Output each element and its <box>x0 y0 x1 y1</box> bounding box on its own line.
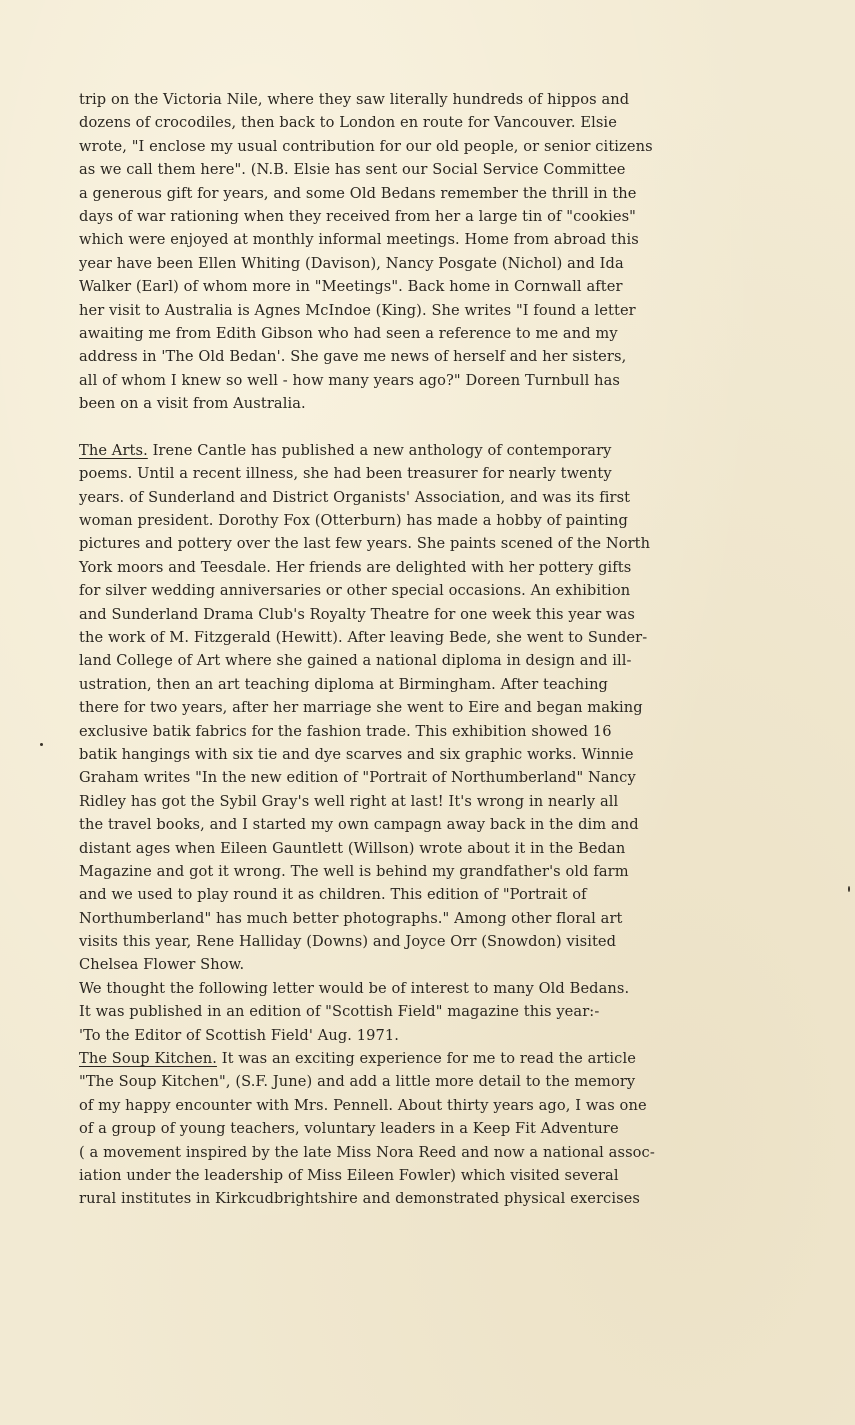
text-line: rural institutes in Kirkcudbrightshire and demonstrated physical exercises <box>79 1190 640 1208</box>
text-line: Ridley has got the Sybil Gray's well right at last! It's wrong in nearly all <box>79 792 619 810</box>
text-line: dozens of crocodiles, then back to London en route for Vancouver. Elsie <box>79 114 617 132</box>
text-line: and Sunderland Drama Club's Royalty Theatre for one week this year was <box>79 605 636 623</box>
text-line: and we used to play round it as children. This edition of "Portrait of <box>79 886 587 904</box>
stray-mark <box>848 886 850 892</box>
text-line: her visit to Australia is Agnes McIndoe (King). She writes "I found a letter <box>79 301 636 319</box>
text-line: distant ages when Eileen Gauntlett (Willson) wrote about it in the Bedan <box>79 839 626 857</box>
text-line: iation under the leadership of Miss Eileen Fowler) which visited several <box>79 1166 619 1184</box>
text-line: Walker (Earl) of whom more in "Meetings". Back home in Cornwall after <box>79 278 623 296</box>
text-line: exclusive batik fabrics for the fashion trade. This exhibition showed 16 <box>79 722 612 740</box>
paragraph-soup-kitchen <box>79 1047 779 1211</box>
text-line: of a group of young teachers, voluntary leaders in a Keep Fit Adventure <box>79 1120 619 1138</box>
text-line: land College of Art where she gained a national diploma in design and ill- <box>79 652 632 670</box>
text-line: woman president. Dorothy Fox (Otterburn) has made a hobby of painting <box>79 512 628 530</box>
text-line: 'To the Editor of Scottish Field' Aug. 1971. <box>79 1026 400 1044</box>
text-line: year have been Ellen Whiting (Davison), Nancy Posgate (Nichol) and Ida <box>79 254 624 272</box>
text-line: Northumberland" has much better photographs." Among other floral art <box>79 909 623 927</box>
text-line: for silver wedding anniversaries or other special occasions. An exhibition <box>79 582 631 600</box>
text-line: been on a visit from Australia. <box>79 395 306 413</box>
text-line: a generous gift for years, and some Old Bedans remember the thrill in the <box>79 184 637 202</box>
text-line: address in 'The Old Bedan'. She gave me news of herself and her sisters, <box>79 348 627 366</box>
text-line: We thought the following letter would be of interest to many Old Bedans. <box>79 979 630 997</box>
text-line: as we call them here". (N.B. Elsie has sent our Social Service Committee <box>79 161 626 179</box>
text-line: "The Soup Kitchen", (S.F. June) and add a little more detail to the memory <box>79 1073 636 1091</box>
section-heading-the-arts: The Arts. <box>79 441 148 459</box>
text-line: the work of M. Fitzgerald (Hewitt). After leaving Bede, she went to Sunder- <box>79 628 648 646</box>
text-line: York moors and Teesdale. Her friends are delighted with her pottery gifts <box>79 558 632 576</box>
paragraph-travel-news <box>79 88 779 415</box>
text-line: visits this year, Rene Halliday (Downs) and Joyce Orr (Snowdon) visited <box>79 933 617 951</box>
paragraph-the-arts <box>79 439 779 1047</box>
text-line: which were enjoyed at monthly informal meetings. Home from abroad this <box>79 231 639 249</box>
text-line: ( a movement inspired by the late Miss Nora Reed and now a national assoc- <box>79 1143 655 1161</box>
text-line <box>79 1047 779 1070</box>
text-line: batik hangings with six tie and dye scarves and six graphic works. Winnie <box>79 745 634 763</box>
text-line: trip on the Victoria Nile, where they saw literally hundreds of hippos and <box>79 91 630 108</box>
body-text <box>79 88 779 1211</box>
text-line: awaiting me from Edith Gibson who had seen a reference to me and my <box>79 324 618 342</box>
section-heading-soup-kitchen: The Soup Kitchen. <box>79 1050 217 1068</box>
text-line: days of war rationing when they received from her a large tin of "cookies" <box>79 207 636 225</box>
text-line: pictures and pottery over the last few years. She paints scened of the North <box>79 535 651 553</box>
text-line: there for two years, after her marriage she went to Eire and began making <box>79 699 643 717</box>
paragraph-gap <box>79 415 779 438</box>
text-line: Chelsea Flower Show. <box>79 956 245 974</box>
stray-mark <box>40 743 43 746</box>
text-line: years. of Sunderland and District Organists' Association, and was its first <box>79 488 631 506</box>
text-line <box>79 439 779 462</box>
text-span: It was an exciting experience for me to read the article <box>216 1050 636 1068</box>
text-line: the travel books, and I started my own campagn away back in the dim and <box>79 816 639 834</box>
text-span: Irene Cantle has published a new anthology of contemporary <box>147 441 612 459</box>
text-line: wrote, "I enclose my usual contribution for our old people, or senior citizens <box>79 137 653 155</box>
text-line: It was published in an edition of "Scottish Field" magazine this year:- <box>79 1003 600 1021</box>
text-line: ustration, then an art teaching diploma at Birmingham. After teaching <box>79 675 609 693</box>
text-line: Magazine and got it wrong. The well is behind my grandfather's old farm <box>79 862 629 880</box>
text-line: poems. Until a recent illness, she had been treasurer for nearly twenty <box>79 465 612 483</box>
text-line: of my happy encounter with Mrs. Pennell. About thirty years ago, I was one <box>79 1096 647 1114</box>
text-line: all of whom I knew so well - how many years ago?" Doreen Turnbull has <box>79 371 620 389</box>
text-line: Graham writes "In the new edition of "Portrait of Northumberland" Nancy <box>79 769 636 787</box>
